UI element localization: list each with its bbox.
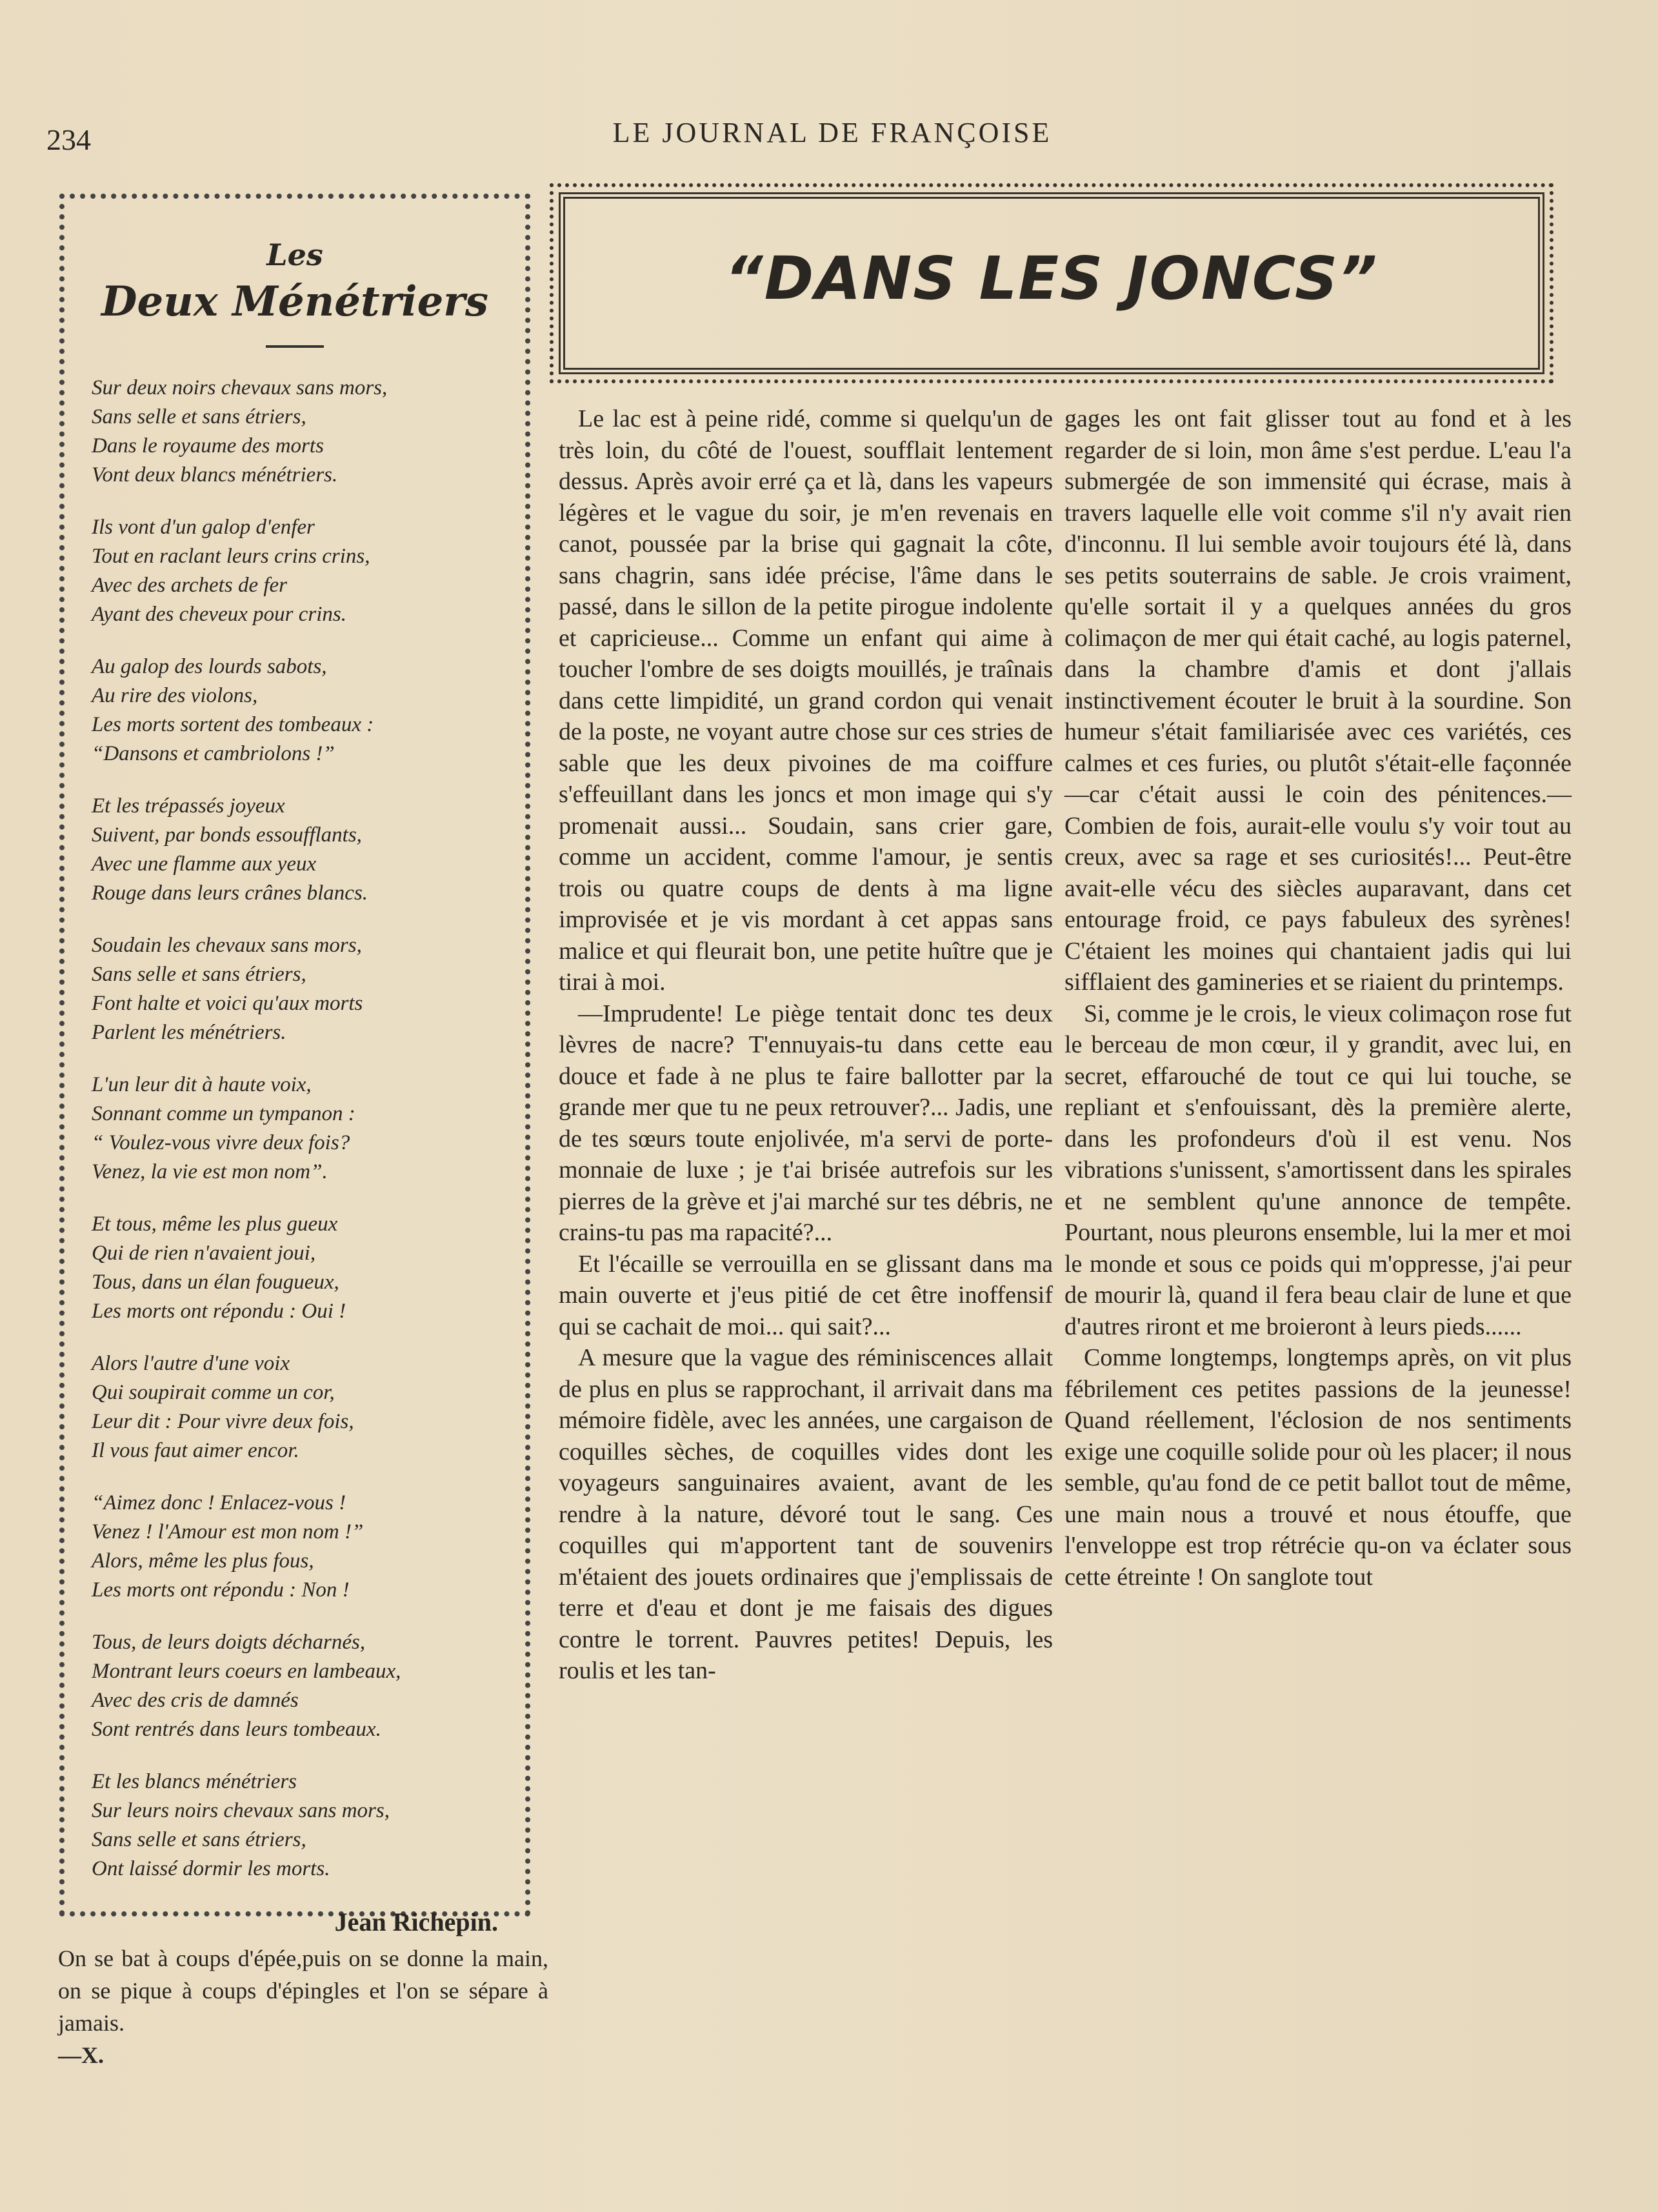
- poem-verse: Venez, la vie est mon nom”.: [92, 1160, 328, 1183]
- poem-box: [59, 194, 530, 1936]
- poem-stanza: [92, 1628, 498, 1744]
- poem-verse: Sonnant comme un tympanon :: [92, 1102, 355, 1125]
- poem-verse: “Aimez donc ! Enlacez-vous !: [92, 1491, 346, 1514]
- poem-verse: Au galop des lourds sabots,: [92, 655, 327, 678]
- article-paragraph: —Imprudente! Le piège tentait donc tes deux lèvres de nacre? T'ennuyais-tu dans cette eau douce et fade à ne plus te faire ballotter par la grande mer que tu ne peux retrouver?... Jadis, une de tes sœurs toute enjolivée, m'a servi de porte-monnaie de luxe ; je t'ai brisée autrefois sur les pierres de la grève et j'ai marché sur tes débris, ne crains-tu pas ma rapacité?...: [559, 1000, 1053, 1246]
- poem-stanza: [92, 652, 498, 769]
- article-paragraph: gages les ont fait glisser tout au fond et à les regarder de si loin, mon âme s'est perdue. L'eau l'a submergée de son immensité qui écrase, mais à travers laquelle elle voit comme s'il n'y avait rien d'inconnu. Il lui semble avoir toujours été là, dans ses petits souterrains de sable. Je crois vraiment, qu'elle sortait il y a quelques années du gros colimaçon de mer qui était caché, au logis paternel, dans la chambre d'amis et dont j'allais instinctivement écouter le bruit à la sourdine. Son humeur s'était familiarisée avec ces variétés, ces calmes et ces furies, ou plutôt s'était-elle façonnée—car c'était aussi le coin des pénitences.—Combien de fois, aurait-elle voulu s'y voir tout au creux, avec sa rage et ses curiosités!... Peut-être avait-elle vécu des siècles auparavant, dans cet entourage froid, ce pays fabuleux des syrènes! C'étaient les moines qui chantaient jadis qui lui sifflaient des gamineries et se riaient du printemps.: [1064, 405, 1572, 996]
- poem-verse: Sans selle et sans étriers,: [92, 405, 306, 428]
- poem-verse: Et les blancs ménétriers: [92, 1770, 297, 1793]
- poem-verse: Venez ! l'Amour est mon nom !”: [92, 1520, 364, 1543]
- article-column-2: [1064, 403, 1572, 1593]
- poem-stanzas: [92, 374, 498, 1884]
- poem-verse: Tous, de leurs doigts décharnés,: [92, 1631, 366, 1654]
- epigram-signature: —X.: [58, 2042, 104, 2068]
- poem-verse: “ Voulez-vous vivre deux fois?: [92, 1131, 350, 1154]
- poem-verse: Les morts ont répondu : Non !: [92, 1578, 350, 1602]
- poem-title-small: Les: [266, 237, 323, 272]
- poem-verse: Qui de rien n'avaient joui,: [92, 1242, 316, 1265]
- article-title-frame: [559, 192, 1544, 374]
- poem-stanza: [92, 513, 498, 629]
- poem-verse: Sont rentrés dans leurs tombeaux.: [92, 1718, 381, 1741]
- poem-verse: Suivent, par bonds essoufflants,: [92, 823, 362, 847]
- poem-stanza: [92, 374, 498, 490]
- poem-stanza: [92, 1349, 498, 1465]
- journal-title: LE JOURNAL DE FRANÇOISE: [612, 117, 1052, 148]
- poem-verse: Alors, même les plus fous,: [92, 1549, 314, 1573]
- article-paragraph: Si, comme je le crois, le vieux colimaçon rose fut le berceau de mon cœur, il y grandit, avec lui, en secret, effarouché de tout ce qui lui touche, se repliant et s'enfouissant, dès la première alerte, dans les profondeurs d'où il est venu. Nos vibrations s'unissent, s'amortissent dans les spirales et ne semblent qu'une annonce de tempête. Pourtant, nous pleurons ensemble, lui la mer et moi le monde et sous ce poids qui m'oppresse, j'ai peur de mourir là, quand il fera beau clair de lune et que d'autres riront et me broieront à leurs pieds......: [1064, 1000, 1572, 1340]
- poem-verse: Parlent les ménétriers.: [92, 1021, 286, 1044]
- poem-verse: Les morts ont répondu : Oui !: [92, 1300, 346, 1323]
- poem-verse: Ayant des cheveux pour crins.: [92, 603, 346, 626]
- poem-verse: Sans selle et sans étriers,: [92, 1828, 306, 1851]
- poem-verse: Sur leurs noirs chevaux sans mors,: [92, 1799, 390, 1822]
- article-title: “DANS LES JONCS”: [724, 244, 1379, 313]
- poem-author: Jean Richepin.: [334, 1907, 498, 1936]
- poem-verse: Font halte et voici qu'aux morts: [92, 992, 363, 1015]
- poem-stanza: [92, 792, 498, 908]
- poem-stanza: [92, 1071, 498, 1187]
- poem-verse: Avec une flamme aux yeux: [92, 852, 317, 876]
- poem-verse: Avec des cris de damnés: [92, 1689, 299, 1712]
- page-number: 234: [46, 123, 91, 156]
- article-paragraph: Comme longtemps, longtemps après, on vit plus fébrilement ces petites passions de la jeunesse! Quand réellement, l'éclosion de nos sentiments exige une coquille solide pour où les placer; il nous semble, qu'au fond de ce petit ballot tout de même, une main nous a trouvé et nous étouffe, que l'enveloppe est trop rétrécie qu-on va éclater sous cette étreinte ! On sanglote tout: [1064, 1344, 1572, 1591]
- poem-verse: Leur dit : Pour vivre deux fois,: [92, 1410, 354, 1433]
- poem-stanza: [92, 1767, 498, 1884]
- poem-verse: L'un leur dit à haute voix,: [92, 1073, 312, 1096]
- poem-stanza: [92, 1210, 498, 1326]
- poem-verse: Il vous faut aimer encor.: [92, 1439, 299, 1462]
- poem-verse: Qui soupirait comme un cor,: [92, 1381, 335, 1404]
- epigram-text: On se bat à coups d'épée,puis on se donne la main, on se pique à coups d'épingles et l'on se sépare à jamais.: [58, 1946, 548, 2036]
- poem-verse: Avec des archets de fer: [92, 574, 287, 597]
- poem-verse: Vont deux blancs ménétriers.: [92, 463, 338, 487]
- article-column-1: [559, 403, 1053, 1687]
- poem-verse: Sur deux noirs chevaux sans mors,: [92, 376, 388, 399]
- poem-verse: Et tous, même les plus gueux: [92, 1212, 338, 1236]
- poem-verse: Ils vont d'un galop d'enfer: [92, 516, 315, 539]
- poem-verse: Au rire des violons,: [92, 684, 258, 707]
- poem-verse: Dans le royaume des morts: [92, 434, 324, 457]
- poem-verse: Les morts sortent des tombeaux :: [92, 713, 374, 736]
- epigram: [58, 1942, 548, 2071]
- article-paragraph: Et l'écaille se verrouilla en se glissant dans ma main ouverte et j'eus pitié de cet être inoffensif qui se cachait de moi... qui sait?...: [559, 1250, 1053, 1340]
- poem-verse: Rouge dans leurs crânes blancs.: [92, 881, 368, 905]
- poem-verse: Sans selle et sans étriers,: [92, 963, 306, 986]
- poem-stanza: [92, 931, 498, 1047]
- poem-verse: Montrant leurs coeurs en lambeaux,: [92, 1660, 401, 1683]
- poem-stanza: [92, 1489, 498, 1605]
- poem-verse: Ont laissé dormir les morts.: [92, 1857, 330, 1880]
- poem-verse: Alors l'autre d'une voix: [92, 1352, 290, 1375]
- poem-title: Deux Ménétriers: [101, 277, 489, 326]
- poem-title-rule: [266, 345, 324, 348]
- article-paragraph: Le lac est à peine ridé, comme si quelqu'un de très loin, du côté de l'ouest, soufflait lentement dessus. Après avoir erré ça et là, dans les vapeurs légères et le vague du soir, je m'en revenais en canot, poussée par la brise qui gagnait la côte, sans chagrin, sans idée précise, l'âme dans le passé, dans le sillon de la petite pirogue indolente et capricieuse... Comme un enfant qui aime à toucher l'ombre de ses doigts mouillés, je traînais dans cette limpidité, un grand cordon qui venait de la poste, ne voyant autre chose sur ces stries de sable que les deux pivoines de ma coiffure s'effeuillant dans les joncs et mon image qui s'y promenait aussi... Soudain, sans crier gare, comme un accident, comme l'amour, je sentis trois ou quatre coups de dents à ma ligne improvisée et je vis mordant à cet appas sans malice et qui fleurait bon, une petite huître que je tirai à moi.: [559, 405, 1053, 996]
- poem-verse: Et les trépassés joyeux: [92, 794, 285, 818]
- poem-verse: Soudain les chevaux sans mors,: [92, 934, 362, 957]
- article-paragraph: A mesure que la vague des réminiscences allait de plus en plus se rapprochant, il arrivait dans ma mémoire fidèle, avec les années, une cargaison de coquilles sèches, de coquilles vides dont les voyageurs sanguinaires avaient, avant de les rendre à la nature, dévoré tout le sang. Ces coquilles qui m'apportent tant de souvenirs m'étaient des jouets ordinaires que j'emplissais de terre et d'eau et dont je me faisais des digues contre le torrent. Pauvres petites! Depuis, les roulis et les tan-: [559, 1344, 1053, 1684]
- poem-verse: “Dansons et cambriolons !”: [92, 742, 335, 765]
- poem-verse: Tout en raclant leurs crins crins,: [92, 545, 370, 568]
- poem-verse: Tous, dans un élan fougueux,: [92, 1271, 339, 1294]
